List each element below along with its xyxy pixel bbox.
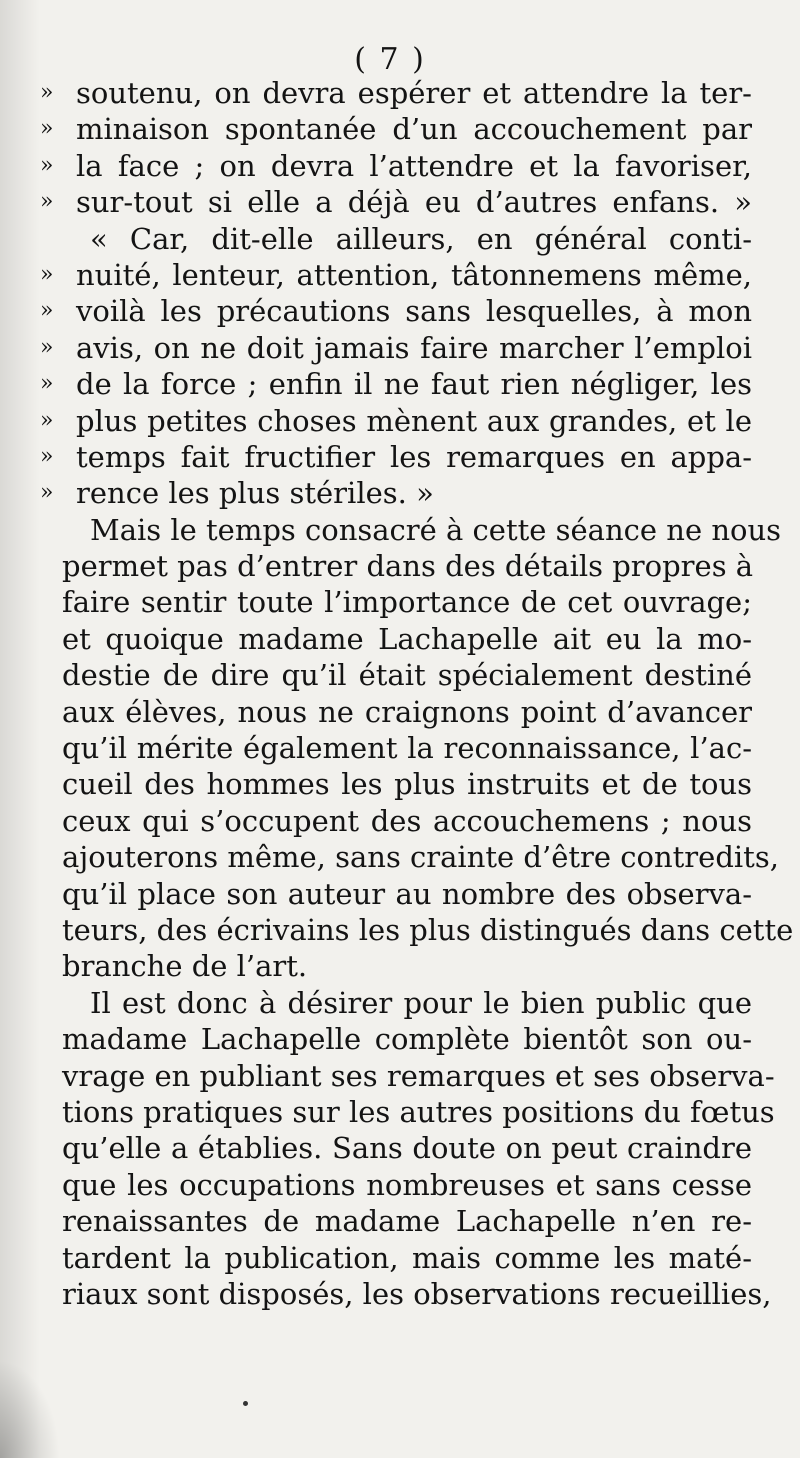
line-text: voilà les précautions sans lesquelles, à mon [76,294,752,329]
line-text: riaux sont disposés, les observations recueillies, [62,1276,772,1311]
text-line [62,839,779,875]
text-line [40,111,752,147]
line-text: qu’elle a établies. Sans doute on peut craindre [62,1131,752,1166]
text-line [62,985,752,1021]
text-line [40,439,752,475]
text-line [40,366,752,402]
quote-mark: » [40,480,54,506]
quote-mark: » [40,261,54,287]
text-line [62,621,752,657]
line-text: nuité, lenteur, attention, tâtonnemens même, [76,257,752,292]
line-text: Il est donc à désirer pour le bien public que [90,985,752,1020]
text-line [40,184,752,220]
line-text: ajouterons même, sans crainte d’être contredits, [62,840,779,875]
line-text: qu’il place son auteur au nombre des observa- [62,876,752,911]
line-text: permet pas d’entrer dans des détails propres à [62,549,754,584]
line-text: madame Lachapelle complète bientôt son ou- [62,1022,752,1057]
text-line [40,403,752,439]
line-text: et quoique madame Lachapelle ait eu la mo- [62,621,752,656]
line-text: soutenu, on devra espérer et attendre la ter- [76,76,752,110]
text-line [62,730,752,766]
text-line [62,1276,772,1312]
line-text: destie de dire qu’il était spécialement destiné [62,658,752,693]
line-text: minaison spontanée d’un accouchement par [76,112,752,147]
quote-mark: » [40,152,54,178]
text-line [62,803,752,839]
page-corner-stain [0,1360,60,1458]
text-line [40,475,752,511]
text-line [62,1130,752,1166]
line-text: Mais le temps consacré à cette séance ne nous [90,512,782,547]
text-line [62,548,752,584]
line-text: aux élèves, nous ne craignons point d’avancer [62,694,752,729]
quote-mark: » [40,407,54,433]
text-line [62,1167,752,1203]
line-text: temps fait fructifier les remarques en appa- [76,439,752,474]
body-text [40,75,794,1312]
line-text: que les occupations nombreuses et sans cesse [62,1167,752,1202]
text-line [62,221,752,257]
text-line [62,584,752,620]
line-text: qu’il mérite également la reconnaissance, l’ac- [62,731,752,766]
line-text: rence les plus stériles. » [76,476,434,511]
line-text: plus petites choses mènent aux grandes, et le [76,403,752,438]
quote-mark: » [40,443,54,469]
line-text: cueil des hommes les plus instruits et de tous [62,767,752,802]
text-line [40,148,752,184]
quote-mark: » [40,189,54,215]
text-line [62,1203,752,1239]
quote-mark: » [40,116,54,142]
quote-mark: » [40,334,54,360]
line-text: ceux qui s’occupent des accouchemens ; nous [62,803,752,838]
quote-mark: » [40,298,54,324]
line-text: renaissantes de madame Lachapelle n’en re- [62,1204,752,1239]
line-text: avis, on ne doit jamais faire marcher l’emploi [76,330,752,365]
line-text: « Car, dit-elle ailleurs, en général conti- [90,221,752,256]
text-line [62,876,752,912]
quote-mark: » [40,80,54,105]
page-number: ( 7 ) [354,42,426,77]
text-line [62,1240,752,1276]
line-text: faire sentir toute l’importance de cet ouvrage; [62,585,752,620]
line-text: teurs, des écrivains les plus distingués dans cette [62,912,794,947]
text-line [62,1058,775,1094]
text-line [40,257,752,293]
text-line [62,948,752,984]
text-line [62,766,752,802]
text-line [40,75,752,111]
line-text: tions pratiques sur les autres positions du fœtus [62,1094,775,1129]
line-text: tardent la publication, mais comme les maté- [62,1240,752,1275]
line-text: de la force ; enfin il ne faut rien négliger, les [76,367,752,402]
text-line [62,1021,752,1057]
quote-mark: » [40,371,54,397]
line-text: sur-tout si elle a déjà eu d’autres enfans. » [76,185,752,220]
text-line [62,1094,775,1130]
ink-speck [243,1401,248,1406]
page-edge-shadow [0,0,40,1458]
text-line [62,912,794,948]
text-line [62,694,752,730]
line-text: vrage en publiant ses remarques et ses observa- [62,1058,775,1093]
text-line [40,293,752,329]
line-text: la face ; on devra l’attendre et la favoriser, [76,148,752,183]
text-line [62,512,782,548]
text-line [40,330,752,366]
line-text: branche de l’art. [62,949,308,984]
text-line [62,657,752,693]
